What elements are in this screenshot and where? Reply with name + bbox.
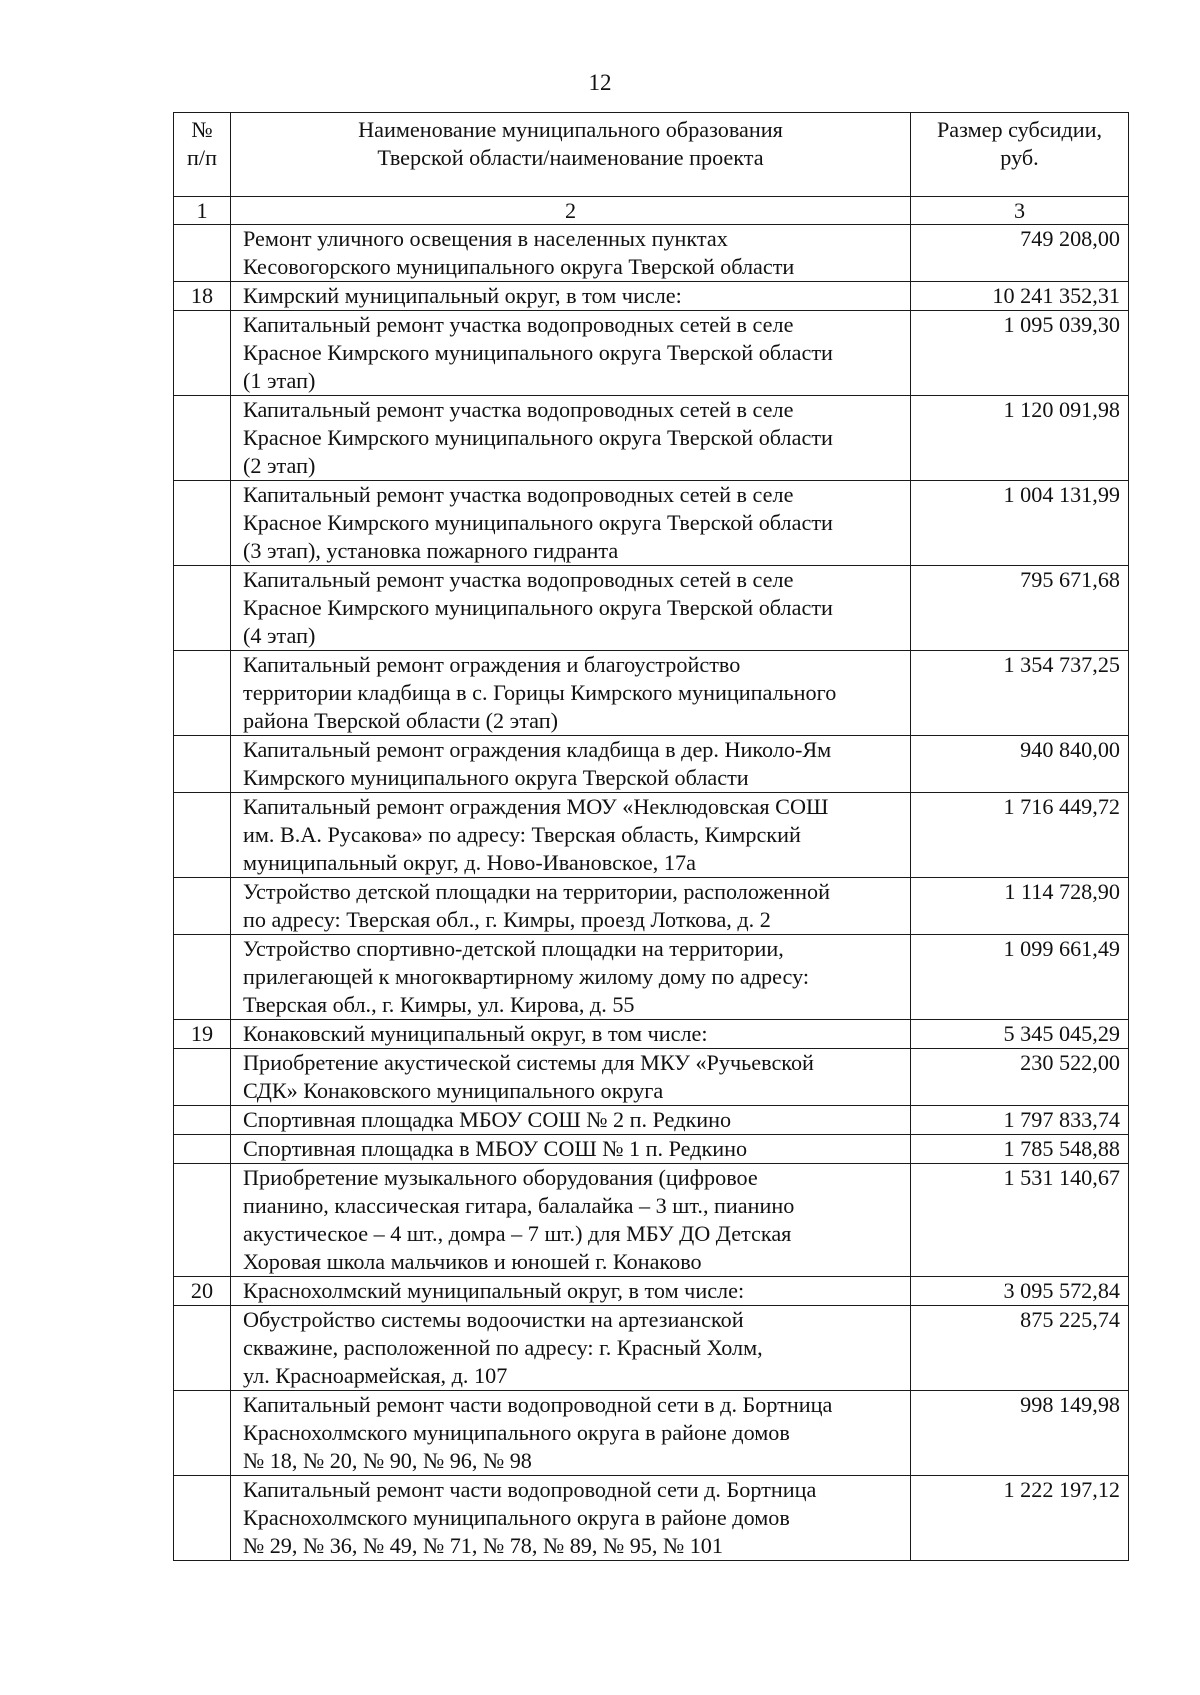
row-number [174,1476,231,1561]
row-number: 19 [174,1020,231,1049]
table-row [174,878,1129,935]
header-number: № п/п [174,113,231,197]
column-index-3: 3 [911,197,1129,225]
row-name: Устройство детской площадки на территории, расположенной по адресу: Тверская обл., г. Кимры, проезд Лоткова, д. 2 [231,878,911,935]
row-name: Спортивная площадка МБОУ СОШ № 2 п. Редкино [231,1106,911,1135]
table-row [174,225,1129,282]
row-name: Приобретение акустической системы для МКУ «Ручьевской СДК» Конаковского муниципального округа [231,1049,911,1106]
row-amount: 1 354 737,25 [911,651,1129,736]
row-amount: 1 716 449,72 [911,793,1129,878]
table-row [174,396,1129,481]
table-row [174,935,1129,1020]
row-name: Конаковский муниципальный округ, в том числе: [231,1020,911,1049]
row-amount: 998 149,98 [911,1391,1129,1476]
table-row [174,793,1129,878]
row-amount: 1 797 833,74 [911,1106,1129,1135]
row-number [174,566,231,651]
header-amount: Размер субсидии, руб. [911,113,1129,197]
header-name: Наименование муниципального образования Тверской области/наименование проекта [231,113,911,197]
row-amount: 5 345 045,29 [911,1020,1129,1049]
row-number [174,651,231,736]
page-number: 12 [588,70,612,95]
row-number: 20 [174,1277,231,1306]
row-number [174,878,231,935]
row-number [174,396,231,481]
row-name: Краснохолмский муниципальный округ, в том числе: [231,1277,911,1306]
row-amount: 1 222 197,12 [911,1476,1129,1561]
row-name: Ремонт уличного освещения в населенных пунктах Кесовогорского муниципального округа Тверской области [231,225,911,282]
row-name: Капитальный ремонт части водопроводной сети в д. Бортница Краснохолмского муниципального округа в районе домов № 18, № 20, № 90, № 96, № 98 [231,1391,911,1476]
row-name: Капитальный ремонт ограждения МОУ «Неклюдовская СОШ им. В.А. Русакова» по адресу: Тверская область, Кимрский муниципальный округ, д. Ново-Ивановское, 17а [231,793,911,878]
row-name: Обустройство системы водоочистки на артезианской скважине, расположенной по адресу: г. Красный Холм, ул. Красноармейская, д. 107 [231,1306,911,1391]
row-amount: 749 208,00 [911,225,1129,282]
table-row [174,566,1129,651]
row-amount: 1 004 131,99 [911,481,1129,566]
row-number [174,1391,231,1476]
row-number [174,1049,231,1106]
table-row [174,1476,1129,1561]
row-name: Капитальный ремонт участка водопроводных сетей в селе Красное Кимрского муниципального округа Тверской области (4 этап) [231,566,911,651]
column-index-1: 1 [174,197,231,225]
table-row [174,1306,1129,1391]
row-amount: 3 095 572,84 [911,1277,1129,1306]
row-number [174,1106,231,1135]
row-number [174,1164,231,1277]
subsidy-table [173,112,1129,1561]
table-row [174,736,1129,793]
row-name: Устройство спортивно-детской площадки на территории, прилегающей к многоквартирному жилому дому по адресу: Тверская обл., г. Кимры, ул. Кирова, д. 55 [231,935,911,1020]
row-name: Капитальный ремонт части водопроводной сети д. Бортница Краснохолмского муниципального округа в районе домов № 29, № 36, № 49, № 71, № 78, № 89, № 95, № 101 [231,1476,911,1561]
row-amount: 10 241 352,31 [911,282,1129,311]
row-name: Капитальный ремонт ограждения и благоустройство территории кладбища в с. Горицы Кимрского муниципального района Тверской области (2 этап) [231,651,911,736]
row-number [174,225,231,282]
row-name: Капитальный ремонт участка водопроводных сетей в селе Красное Кимрского муниципального округа Тверской области (3 этап), установка пожарного гидранта [231,481,911,566]
row-number [174,736,231,793]
column-index-row [174,197,1129,225]
row-name: Капитальный ремонт участка водопроводных сетей в селе Красное Кимрского муниципального округа Тверской области (2 этап) [231,396,911,481]
table-row [174,1164,1129,1277]
table-row [174,282,1129,311]
row-name: Капитальный ремонт участка водопроводных сетей в селе Красное Кимрского муниципального округа Тверской области (1 этап) [231,311,911,396]
row-amount: 230 522,00 [911,1049,1129,1106]
table-row [174,1020,1129,1049]
row-amount: 1 095 039,30 [911,311,1129,396]
row-number [174,481,231,566]
row-name: Кимрский муниципальный округ, в том числе: [231,282,911,311]
table-row [174,1135,1129,1164]
row-amount: 1 114 728,90 [911,878,1129,935]
row-amount: 1 531 140,67 [911,1164,1129,1277]
table-row [174,1049,1129,1106]
row-number [174,793,231,878]
row-number [174,1306,231,1391]
table-row [174,1277,1129,1306]
row-name: Капитальный ремонт ограждения кладбища в дер. Николо-Ям Кимрского муниципального округа Тверской области [231,736,911,793]
row-amount: 1 120 091,98 [911,396,1129,481]
table-row [174,651,1129,736]
row-name: Приобретение музыкального оборудования (цифровое пианино, классическая гитара, балалайка – 3 шт., пианино акустическое – 4 шт., домра – 7 шт.) для МБУ ДО Детская Хоровая школа мальчиков и юношей г. Конаково [231,1164,911,1277]
row-number [174,311,231,396]
row-amount: 940 840,00 [911,736,1129,793]
table-header-row [174,113,1129,197]
row-number [174,1135,231,1164]
row-number: 18 [174,282,231,311]
row-amount: 1 099 661,49 [911,935,1129,1020]
column-index-2: 2 [231,197,911,225]
row-number [174,935,231,1020]
row-name: Спортивная площадка в МБОУ СОШ № 1 п. Редкино [231,1135,911,1164]
table-row [174,481,1129,566]
table-row [174,1106,1129,1135]
row-amount: 1 785 548,88 [911,1135,1129,1164]
table-row [174,311,1129,396]
row-amount: 795 671,68 [911,566,1129,651]
table-row [174,1391,1129,1476]
row-amount: 875 225,74 [911,1306,1129,1391]
